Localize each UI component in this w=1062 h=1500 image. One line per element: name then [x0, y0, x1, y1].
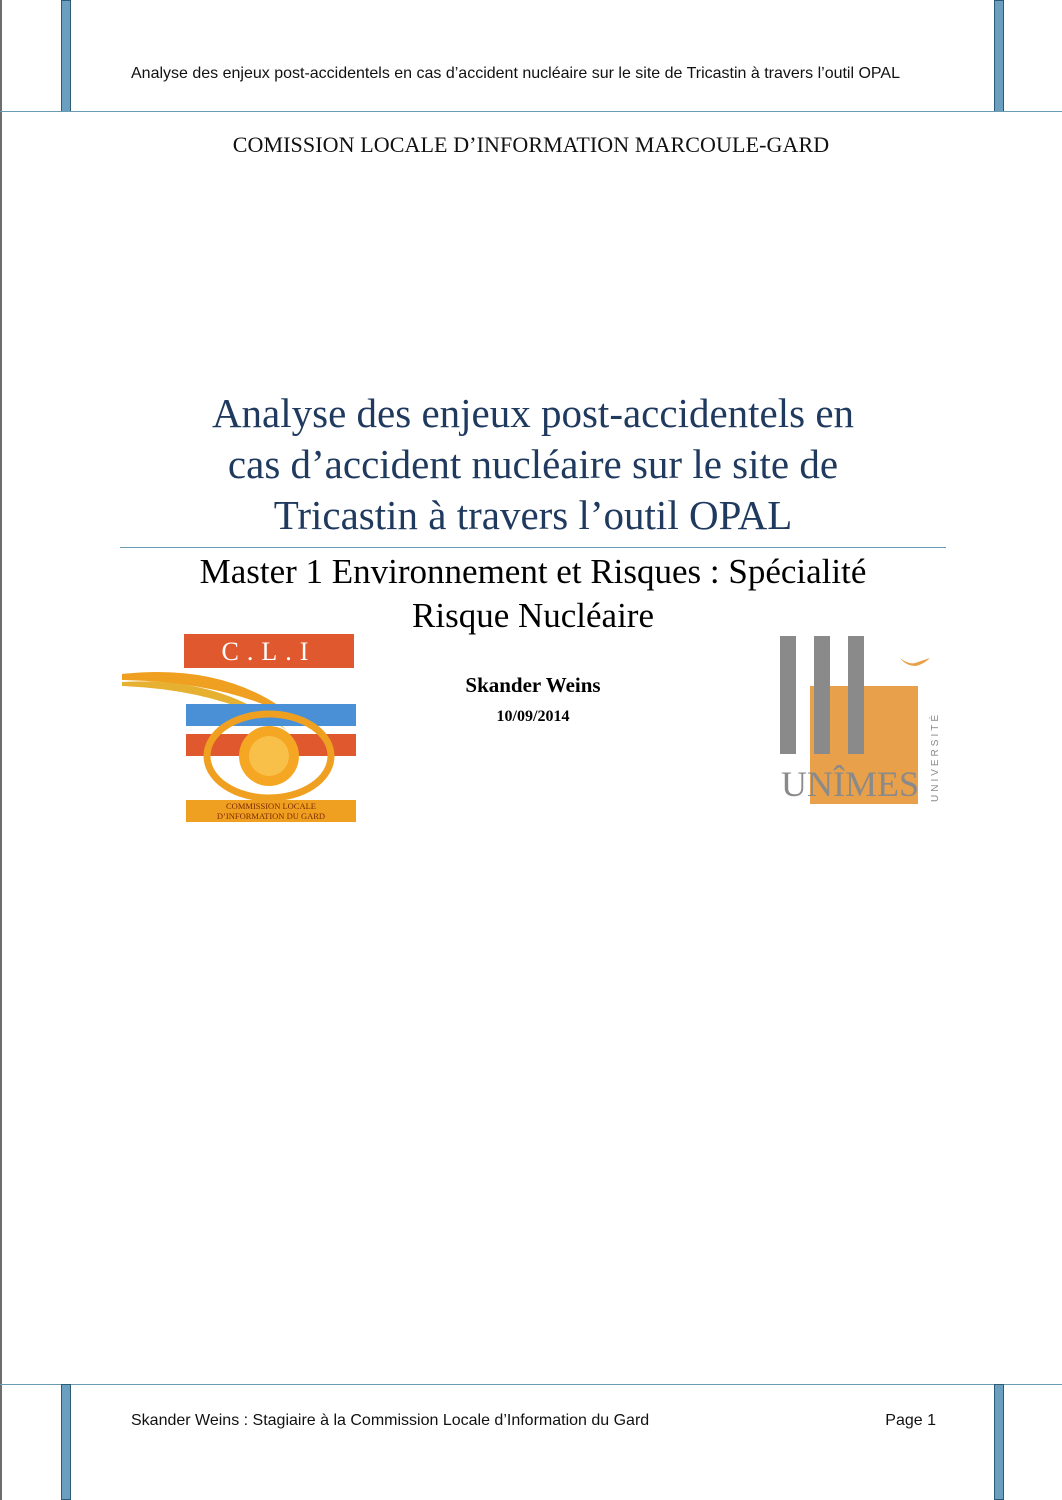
subtitle-line-2: Risque Nucléaire: [412, 596, 654, 635]
bird-icon: [900, 658, 930, 666]
document-title: [120, 388, 946, 541]
header-rule: [0, 111, 1062, 112]
header-tab-left: [61, 0, 71, 112]
unimes-wordmark: UNÎMES: [780, 764, 920, 804]
footer-author-role: Skander Weins : Stagiaire à la Commission Locale d’Information du Gard: [131, 1412, 650, 1429]
cli-caption-line-1: COMMISSION LOCALE: [226, 801, 316, 811]
running-header: Analyse des enjeux post-accidentels en cas d’accident nucléaire sur le site de Tricastin à travers l’outil OPAL: [131, 65, 900, 82]
cli-caption-line-2: D’INFORMATION DU GARD: [216, 811, 326, 821]
page-left-edge: [0, 0, 2, 1500]
footer-tab-left: [61, 1384, 71, 1500]
footer-tab-right: [994, 1384, 1004, 1500]
unimes-logo: [778, 634, 948, 806]
title-line-3: Tricastin à travers l’outil OPAL: [273, 492, 793, 538]
header-tab-right: [994, 0, 1004, 112]
unimes-vertical-text: UNIVERSITÉ: [930, 711, 941, 802]
author-name: Skander Weins: [465, 673, 601, 697]
subtitle-line-1: Master 1 Environnement et Risques : Spécialité: [199, 552, 867, 591]
cli-logo: [122, 632, 360, 822]
title-line-1: Analyse des enjeux post-accidentels en: [211, 390, 855, 436]
footer-rule: [0, 1384, 1062, 1385]
page-number: Page 1: [885, 1412, 936, 1429]
organization-name: COMISSION LOCALE D’INFORMATION MARCOULE-GARD: [232, 132, 830, 157]
cli-banner-text: C.L.I: [221, 637, 317, 666]
title-line-2: cas d’accident nucléaire sur le site de: [227, 441, 839, 487]
title-rule: [120, 547, 946, 548]
document-subtitle: [120, 550, 946, 638]
document-date: 10/09/2014: [496, 708, 570, 725]
